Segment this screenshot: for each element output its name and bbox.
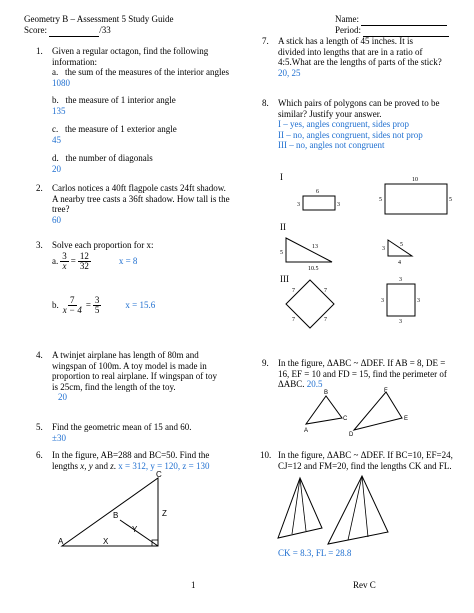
document-title: Geometry B – Assessment 5 Study Guide [24, 14, 174, 24]
q4-answer: 20 [58, 392, 67, 403]
q3b-row [52, 296, 155, 315]
q1a-answer: 1080 [52, 77, 70, 88]
q1c-answer: 45 [52, 134, 61, 145]
q3a-den1: x [62, 261, 67, 271]
q6-line1: In the figure, AB=288 and BC=50. Find the [52, 450, 210, 460]
q8-tri-small-side: 3 [382, 246, 385, 252]
q10-segment-fm [348, 476, 362, 540]
q8-line1: Which pairs of polygons can be proved to be [278, 98, 440, 108]
q6-vars-xy: x, y [80, 460, 93, 471]
q9-number: 9. [262, 358, 269, 368]
q1d-label: d. [52, 153, 59, 163]
q3-prompt: Solve each proportion for x: [52, 240, 154, 250]
period-label: Period: [335, 25, 364, 35]
q8-rhombus-s2: 7 [324, 288, 327, 294]
q9-line3-text: ΔABC. [278, 379, 307, 390]
q2-answer: 60 [52, 214, 61, 225]
q10-question [278, 450, 472, 471]
q8-square-bottom: 3 [399, 319, 402, 325]
q8-row-ii-label: II [280, 222, 286, 232]
q1b-label: b. [52, 95, 59, 105]
q9-answer: 20.5 [306, 379, 323, 390]
q1a-prompt: the sum of the measures of the interior angles [65, 67, 229, 78]
q10-triangle-abc [278, 478, 322, 538]
q10-line1: In the figure, ΔABC ~ ΔDEF. If BC=10, EF=24, [278, 450, 453, 460]
q8-answer-3: III – no, angles not congruent [278, 140, 385, 151]
q8-square-top: 3 [399, 277, 402, 283]
q8-polygons-figure [270, 170, 470, 340]
q6-label-z: Z [162, 509, 167, 518]
q6-label-y: Y [132, 525, 138, 534]
q7-line1: A stick has a length of 45 inches. It is [278, 36, 413, 46]
q9-line2: 16, EF = 10 and FD = 15, find the perimeter of [278, 368, 447, 379]
q3b-den2: 5 [94, 305, 100, 315]
q5-question [52, 422, 191, 443]
q8-tri-large-hyp: 13 [312, 244, 318, 250]
q3a-label: a. [52, 256, 59, 267]
q6-question [52, 450, 262, 471]
q7-question [278, 36, 468, 78]
q8-large-right: 5 [449, 197, 452, 203]
q1c-label: c. [52, 124, 59, 134]
q1d-prompt: the number of diagonals [65, 153, 153, 163]
q3a-fraction-left [60, 252, 69, 271]
q8-small-left: 3 [297, 202, 300, 208]
q1b-answer: 135 [52, 105, 66, 116]
q4-line1: A twinjet airplane has length of 80m and [52, 350, 199, 360]
q8-square-right: 3 [417, 298, 420, 304]
q6-triangle-figure [58, 470, 178, 550]
q1d [52, 153, 153, 174]
q6-lengths-text: lengths [52, 460, 81, 471]
q6-label-c: C [156, 470, 162, 479]
period-line [335, 25, 449, 37]
q8-small-right: 3 [337, 202, 340, 208]
q8-question [278, 98, 468, 151]
q1d-answer: 20 [52, 163, 61, 174]
q3b-fraction-right [93, 296, 102, 315]
q8-number: 8. [262, 98, 269, 108]
q3a-num1: 3 [62, 251, 67, 261]
q3a-den2: 32 [79, 261, 89, 271]
score-suffix: /33 [99, 25, 111, 35]
q8-square-left: 3 [381, 298, 384, 304]
name-label: Name: [335, 14, 362, 24]
q1a-text [52, 67, 252, 78]
q6-label-x: X [103, 537, 109, 546]
q10-segment-cj [292, 478, 300, 534]
q2-line1: Carlos notices a 40ft flagpole casts 24ft shadow. [52, 183, 226, 193]
q6-answer: x = 312, y = 120, z = 130 [118, 460, 210, 471]
q8-large-top: 10 [412, 177, 418, 183]
q3b-num1: 7 [70, 295, 75, 305]
q9-triangle-def [354, 392, 402, 430]
q9-label-a: A [304, 428, 309, 434]
q1b-prompt: the measure of 1 interior angle [65, 95, 176, 105]
q6-period: . [113, 460, 119, 471]
q9-label-c: C [343, 416, 348, 422]
score-label: Score: [24, 25, 50, 35]
q7-number: 7. [262, 36, 269, 46]
q7-answer: 20, 25 [278, 67, 301, 78]
q8-small-top: 6 [316, 189, 319, 195]
q3-number: 3. [36, 240, 43, 250]
q3a-equals: = [70, 256, 76, 267]
q5-answer: ±30 [52, 432, 66, 443]
name-line [335, 14, 447, 26]
q6-label-a: A [58, 537, 64, 546]
q3a-num2: 12 [79, 251, 89, 261]
q8-square [387, 284, 415, 316]
q8-line2: similar? Justify your answer. [278, 108, 382, 119]
q8-tri-large-base: 10.5 [308, 266, 319, 272]
q9-triangles-figure [296, 386, 416, 438]
q10-line2: CJ=12 and FM=20, find the lengths CK and FL. [278, 460, 452, 471]
q6-var-z: z [110, 460, 114, 471]
page-number: 1 [191, 580, 196, 590]
q8-answer-1: I – yes, angles congruent, sides prop [278, 119, 409, 130]
q6-label-b: B [113, 511, 119, 520]
q3b-answer: x = 15.6 [125, 300, 156, 311]
q6-and: and [92, 460, 111, 471]
q4-line2: wingspan of 100m. A toy model is made in [52, 360, 207, 371]
q8-tri-small-hyp: 5 [400, 242, 403, 248]
name-blank[interactable] [361, 14, 447, 26]
q4-line3: proportion to real airplane. If wingspan of toy [52, 371, 217, 382]
q3b-fraction-left [61, 296, 84, 315]
q1c [52, 124, 177, 145]
q8-tri-small-base: 4 [398, 260, 401, 266]
q10-segment-fl [362, 476, 368, 537]
q1-number: 1. [36, 46, 43, 56]
q8-large-left: 5 [379, 197, 382, 203]
q7-line3: 4:5.What are the lengths of parts of the stick? [278, 57, 442, 68]
score-line [24, 25, 111, 37]
q6-number: 6. [36, 450, 43, 460]
score-blank[interactable] [49, 25, 99, 37]
q9-line1: In the figure, ΔABC ~ ΔDEF. If AB = 8, DE = [278, 358, 446, 368]
q8-row-iii-label: III [280, 274, 289, 284]
q3a-row [52, 252, 137, 271]
q8-row-i-label: I [280, 172, 283, 182]
q4-question [52, 350, 257, 403]
q8-answer-2: II – no, angles congruent, sides not prop [278, 129, 423, 140]
q10-triangles-figure [270, 474, 390, 546]
q9-label-f: F [384, 388, 388, 394]
q2-line3: tree? [52, 204, 70, 215]
q1-line1: Given a regular octagon, find the following [52, 46, 209, 56]
period-blank[interactable] [363, 25, 449, 37]
q3b-equals: = [85, 300, 91, 311]
q8-rhombus-s1: 7 [292, 288, 295, 294]
q3b-label: b. [52, 300, 59, 311]
q4-number: 4. [36, 350, 43, 360]
q2-number: 2. [36, 183, 43, 193]
q8-rect-small [303, 196, 335, 210]
q10-triangle-def [328, 476, 388, 544]
q10-answer: CK = 8.3, FL = 28.8 [278, 548, 352, 558]
q1a-label: a. [52, 67, 59, 78]
q3b-num2: 3 [94, 295, 100, 305]
q5-text: Find the geometric mean of 15 and 60. [52, 422, 192, 432]
q8-triangle-large [286, 238, 332, 262]
q2-line2: A nearby tree casts a 36ft shadow. How tall is the [52, 193, 230, 204]
q9-triangle-abc [306, 396, 342, 424]
q4-line4: is 25cm, find the length of the toy. [52, 381, 176, 392]
q1-question [52, 46, 252, 88]
q8-rhombus-s4: 7 [324, 317, 327, 323]
q8-tri-large-side: 5 [280, 250, 283, 256]
q9-label-d: D [349, 432, 354, 438]
q5-number: 5. [36, 422, 43, 432]
q8-rhombus-s3: 7 [292, 317, 295, 323]
q3a-answer: x = 8 [118, 256, 138, 267]
q10-number: 10. [260, 450, 272, 460]
q1b [52, 95, 176, 116]
q2-question [52, 183, 257, 225]
q9-label-b: B [324, 390, 329, 396]
q3b-den1: x − 4 [62, 305, 82, 315]
q1-line2: information: [52, 56, 97, 67]
q3a-fraction-right [78, 252, 91, 271]
revision-label: Rev C [353, 580, 376, 590]
q9-label-e: E [404, 416, 409, 422]
q1c-prompt: the measure of 1 exterior angle [65, 124, 177, 134]
q7-line2: divided into lengths that are in a ratio of [278, 46, 423, 57]
q8-rect-large [385, 184, 447, 214]
